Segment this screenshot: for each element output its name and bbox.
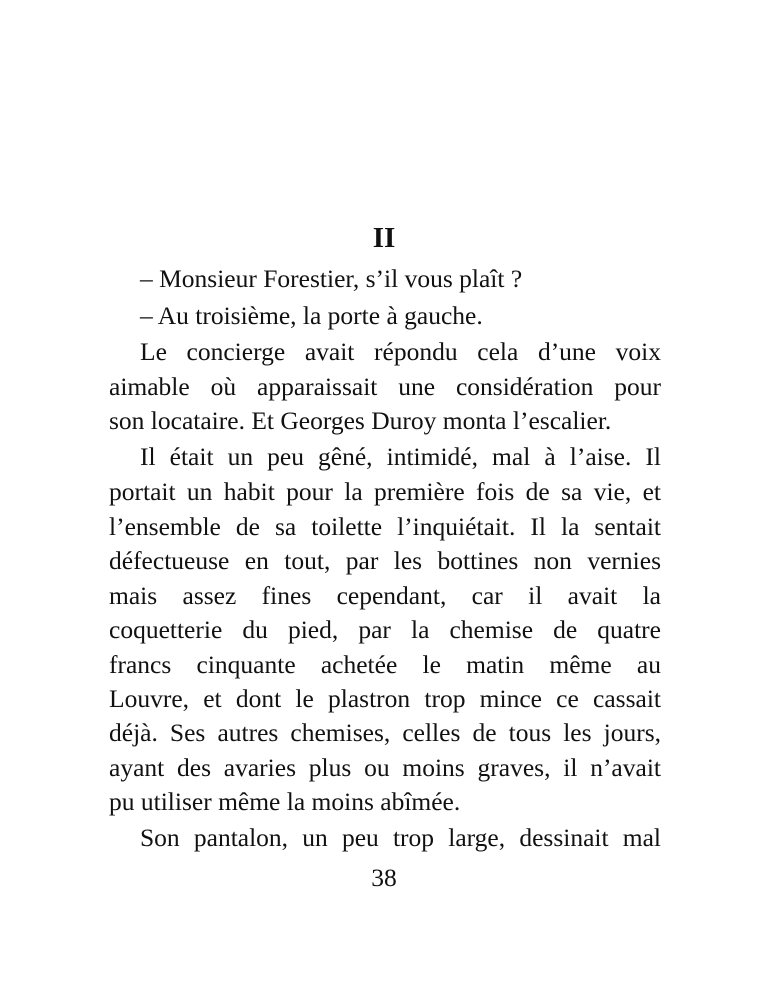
text-line: – Monsieur Forestier, s’il vous plaît ? xyxy=(140,264,523,293)
text-line: défectueuse en tout, par les bottines non vernies xyxy=(109,546,661,575)
page-number: 38 xyxy=(371,863,397,892)
text-line: francs cinquante achetée le matin même au xyxy=(109,650,661,679)
text-line: Louvre, et dont le plastron trop mince ce cassait xyxy=(109,684,661,713)
text-line: – Au troisième, la porte à gauche. xyxy=(140,301,483,330)
text-line: ayant des avaries plus ou moins graves, il n’avait xyxy=(109,753,661,782)
text-line: portait un habit pour la première fois de sa vie, et xyxy=(109,477,661,506)
text-line: pu utiliser même la moins abîmée. xyxy=(109,787,461,816)
text-line: Le concierge avait répondu cela d’une voix xyxy=(140,337,661,366)
text-line: l’ensemble de sa toilette l’inquiétait. Il la sentait xyxy=(109,512,661,541)
text-line: Son pantalon, un peu trop large, dessinait mal xyxy=(140,823,661,852)
text-line: Il était un peu gêné, intimidé, mal à l’aise. Il xyxy=(140,442,661,471)
text-line: déjà. Ses autres chemises, celles de tous les jours, xyxy=(109,718,661,747)
text-line: aimable où apparaissait une considération pour xyxy=(109,372,661,401)
chapter-heading: II xyxy=(372,222,396,254)
text-line: son locataire. Et Georges Duroy monta l’escalier. xyxy=(109,406,612,435)
text-line: mais assez fines cependant, car il avait la xyxy=(109,581,661,610)
text-line: coquetterie du pied, par la chemise de quatre xyxy=(109,615,661,644)
